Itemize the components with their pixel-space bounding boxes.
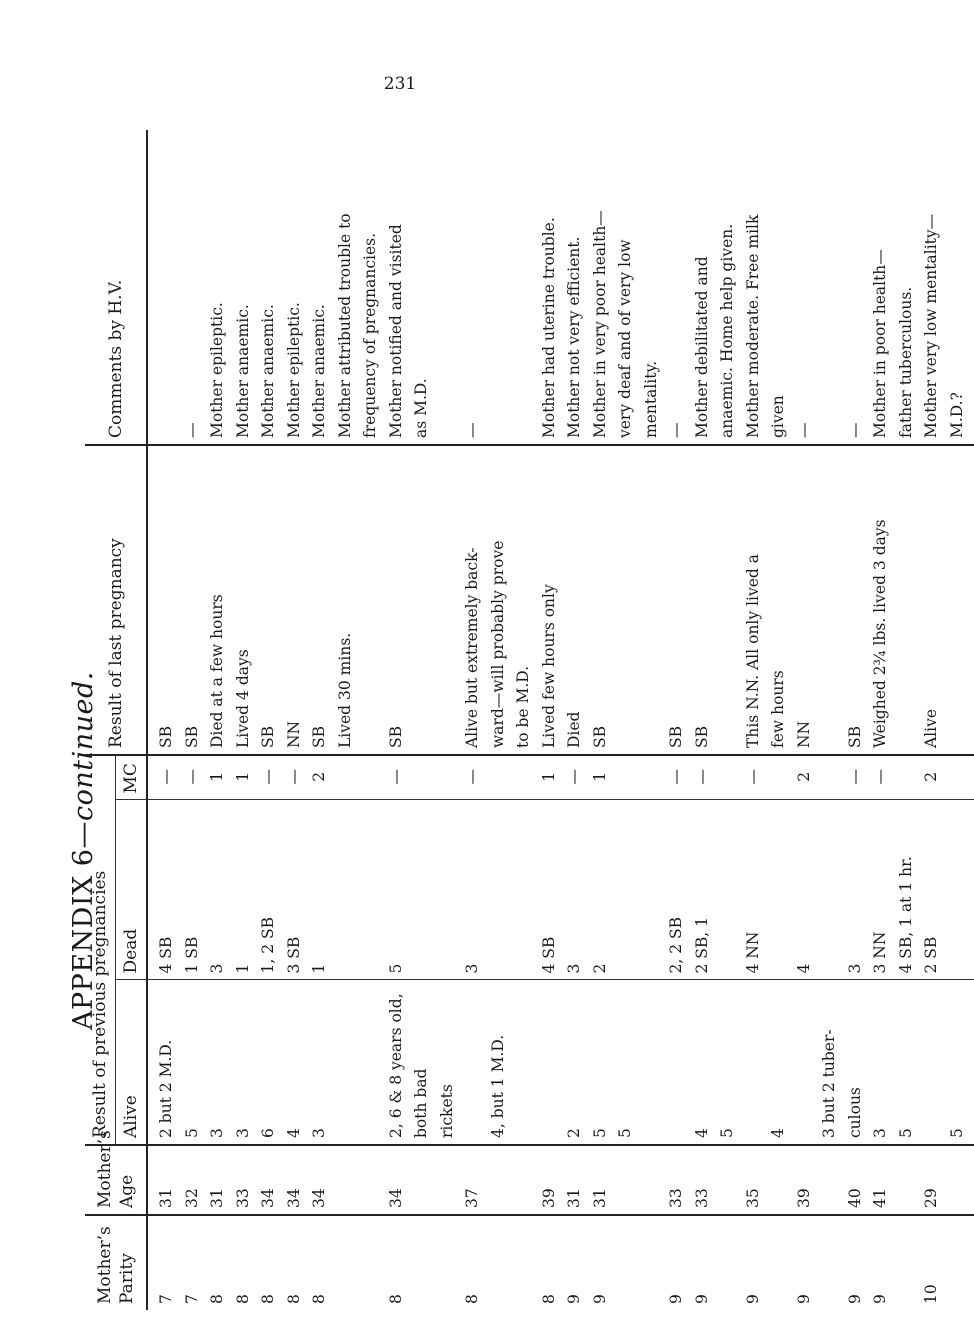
alive-line: 4 [692,1128,711,1138]
header-row-top [85,130,116,1310]
age-line: 34 [259,1188,277,1208]
dead-line: 3 [845,963,864,974]
age-line: 32 [182,1188,201,1208]
last-line: Lived 30 mins. [335,632,354,748]
dead-line: 4 SB, 1 at 1 hr. [896,856,915,974]
dead-line [715,805,741,974]
dead-line: 2 SB [922,936,940,974]
rotated-table-container [85,130,966,1310]
last-line [435,450,461,748]
mc-line: 1 [233,771,252,782]
comments-line [154,134,180,438]
dead-line [766,805,792,974]
age-line [435,1150,461,1208]
alive-line: 6 [259,1128,277,1138]
dead-line [333,805,359,974]
page-number: 231 [383,74,417,94]
parity-line: 9 [692,1294,711,1304]
age-line: 33 [667,1188,685,1208]
comments-line: Mother notified and visited [386,224,405,438]
comments-line: Mother in poor health— [871,249,889,438]
last-line: SB [590,725,609,748]
last-line [358,450,384,748]
alive-line: 5 [718,1128,736,1138]
alive-line: 2 but 2 M.D. [157,1039,175,1138]
alive-line [537,985,563,1139]
mc-line: — [871,769,889,785]
parity-line: 9 [590,1294,609,1304]
age-line [333,1150,359,1208]
comments-line: Mother debilitated and [692,256,711,438]
mc-line: — [692,769,711,785]
alive-line [639,985,665,1139]
age-cell [147,1145,974,1215]
age-line [358,1150,384,1208]
age-line: 34 [284,1188,303,1208]
alive-line: 2, 6 & 8 years old, both bad [386,993,430,1138]
age-line [817,1150,843,1208]
dead-line: 3 NN [871,931,889,974]
comments-line: Mother attributed trouble to [335,213,354,438]
last-line: to be M.D. [514,665,532,748]
mc-line: 1 [539,771,558,782]
last-line: Lived few hours only [539,584,558,748]
parity-line: 9 [565,1294,583,1304]
dead-line: 4 [794,963,813,974]
comments-line: as M.D. [412,378,430,438]
comments-line: — [667,422,685,438]
last-line: SB [310,725,328,748]
last-line [409,450,435,748]
age-line: 37 [463,1188,481,1208]
last-line: Alive but extremely back- [463,547,481,748]
age-line: 33 [233,1188,252,1208]
last-line: SB [386,725,405,748]
parity-line: 8 [310,1294,328,1304]
age-line: 34 [386,1188,405,1208]
mc-line: — [259,769,277,785]
parity-line: 8 [539,1294,558,1304]
comments-line: very deaf and of very low [616,239,634,438]
appendix-title-main: APPENDIX 6— [68,821,99,1030]
last-line [639,450,665,748]
dead-line [817,805,843,974]
comments-line [435,134,461,438]
dead-line: 3 SB [284,936,303,974]
last-line [817,450,843,748]
age-line [894,1150,920,1208]
alive-line: 4 [769,1128,787,1138]
mc-line: — [182,769,201,785]
last-line: SB [259,725,277,748]
dead-line: 5 [386,963,405,974]
last-line: Lived 4 days [233,649,252,748]
mc-line [511,760,537,794]
alive-line: 5 [896,1128,915,1138]
last-line: few hours [769,670,787,748]
last-line: SB [667,725,685,748]
mc-line [766,760,792,794]
last-line: Weighed 2¾ lbs. lived 3 days [871,519,889,748]
parity-line [639,1220,665,1304]
mc-line: — [565,769,583,785]
parity-line: 8 [233,1294,252,1304]
dead-line [511,805,537,974]
mc-line: — [667,769,685,785]
comments-line: — [463,422,481,438]
parity-line: 9 [743,1294,762,1304]
last-line: SB [157,725,175,748]
alive-line: rickets [437,1084,456,1138]
header-last-pregnancy: Result of last pregnancy [85,445,147,755]
age-line: 35 [743,1188,762,1208]
mc-cell [147,755,974,800]
alive-line: 3 [208,1128,226,1138]
comments-line [511,134,537,438]
last-line: Died [565,711,583,748]
header-parity: Mother’s Parity [85,1215,147,1310]
parity-line [817,1220,843,1304]
comments-line: Mother anaemic. [233,304,252,438]
last-line: This N.N. All only lived a [743,553,762,748]
header-previous-pregnancies: Result of previous pregnancies [85,755,116,1145]
mc-line [715,760,741,794]
dead-line: 1, 2 SB [259,916,277,974]
comments-line: — [794,422,813,438]
dead-line: 3 [463,963,481,974]
parity-line: 9 [845,1294,864,1304]
comments-line: Mother had uterine trouble. [539,217,558,438]
comments-line: Mother epileptic. [284,302,303,438]
parity-line: 7 [157,1294,175,1304]
comments-line [817,134,843,438]
parity-cell [147,1215,974,1310]
age-line: 31 [208,1188,226,1208]
mc-line: — [157,769,175,785]
mc-line: 2 [794,771,813,782]
header-dead: Dead [116,800,148,980]
mc-line [613,760,639,794]
last-line: SB [692,725,711,748]
mc-line [639,760,665,794]
mc-line: — [284,769,303,785]
parity-line: 10 [922,1284,940,1304]
age-line [766,1150,792,1208]
alive-line: 5 [616,1128,634,1138]
comments-line: Mother epileptic. [208,302,226,438]
alive-line [741,985,767,1139]
alive-line [919,985,945,1139]
age-line [511,1150,537,1208]
alive-cell [147,980,974,1145]
dead-line: 1 [233,963,252,974]
parity-line: 8 [386,1294,405,1304]
dead-line [435,805,461,974]
mc-line: 2 [922,771,940,782]
comments-cell [147,130,974,445]
age-line [409,1150,435,1208]
alive-line: 4, but 1 M.D. [488,1034,507,1138]
mc-line: 1 [208,771,226,782]
comments-line: given [769,395,787,438]
header-age: Mother’s Age [85,1145,147,1215]
last-line [715,450,741,748]
mc-line [409,760,435,794]
header-alive: Alive [116,980,148,1145]
mc-line: — [845,769,864,785]
comments-line: anaemic. Home help given. [718,223,736,438]
dead-line: 3 [208,963,226,974]
mc-line [358,760,384,794]
comments-line: — [845,422,864,438]
alive-line [511,985,537,1139]
age-line [715,1150,741,1208]
parity-line: 7 [182,1294,201,1304]
parity-line [894,1220,920,1304]
last-line: NN [284,720,303,748]
last-line: Died at a few hours [208,594,226,748]
dead-line: 1 [310,963,328,974]
parity-line: 9 [794,1294,813,1304]
comments-line: M.D.? [947,392,966,438]
parity-line: 8 [284,1294,303,1304]
last-line: SB [845,725,864,748]
dead-line: 2, 2 SB [667,916,685,974]
comments-line: Mother anaemic. [310,304,328,438]
alive-line: 5 [947,1128,966,1138]
dead-line: 4 SB [539,936,558,974]
dead-cell [147,800,974,980]
parity-line [486,1220,512,1304]
dead-line: 4 SB [157,936,175,974]
dead-line [409,805,435,974]
age-line: 31 [565,1188,583,1208]
alive-line: 5 [182,1128,201,1138]
parity-line [511,1220,537,1304]
alive-line: 4 [284,1128,303,1138]
comments-line: Mother in very poor health— [590,210,609,438]
parity-line [409,1220,435,1304]
header-mc: MC [116,755,148,800]
table-row [147,130,974,1310]
mc-line [333,760,359,794]
parity-line: 9 [667,1294,685,1304]
last-line: SB [182,725,201,748]
dead-line: 3 [565,963,583,974]
header-comments: Comments by H.V. [85,130,147,445]
comments-line: frequency of pregnancies. [361,232,379,438]
age-line: 39 [539,1188,558,1208]
parity-line: 8 [208,1294,226,1304]
mc-line: 2 [310,771,328,782]
last-line: NN [794,720,813,748]
mc-line: 1 [590,771,609,782]
parity-line [715,1220,741,1304]
comments-line: father tuberculous. [896,286,915,438]
mc-line [894,760,920,794]
age-line: 31 [590,1188,609,1208]
age-line: 41 [871,1188,889,1208]
comments-line: mentality. [641,360,660,438]
alive-line: 5 [590,1128,609,1138]
parity-line: 8 [259,1294,277,1304]
comments-line: Mother very low mentality— [922,213,940,438]
last-line: Alive [922,708,940,748]
age-line: 34 [310,1188,328,1208]
parity-line [333,1220,359,1304]
alive-line [460,985,486,1139]
appendix-title-suffix: continued. [68,671,99,822]
mc-line: — [463,769,481,785]
parity-line [613,1220,639,1304]
comments-line: Mother not very efficient. [565,236,583,438]
comments-line: Mother moderate. Free milk [743,214,762,438]
dead-line: 2 SB, 1 [692,916,711,974]
mc-line [435,760,461,794]
dead-line: 1 SB [182,936,201,974]
last-line: ward—will probably prove [488,540,507,748]
mc-line [817,760,843,794]
alive-line: 2 [565,1128,583,1138]
comments-line: Mother anaemic. [259,304,277,438]
mc-line: — [386,769,405,785]
age-line: 29 [922,1188,940,1208]
dead-line [613,805,639,974]
age-line: 39 [794,1188,813,1208]
dead-line [358,805,384,974]
pregnancy-results-table [85,130,974,1310]
dead-line [486,805,512,974]
age-line: 33 [692,1188,711,1208]
last-line [613,450,639,748]
last-line [894,450,920,748]
parity-line: 8 [463,1294,481,1304]
alive-line: 3 [871,1128,889,1138]
comments-line: — [182,422,201,438]
last-pregnancy-cell [147,445,974,755]
mc-line [486,760,512,794]
parity-line: 9 [871,1294,889,1304]
parity-line [435,1220,461,1304]
alive-line: 3 [233,1128,252,1138]
alive-line: 3 but 2 tuber- [820,1029,838,1138]
age-line: 31 [157,1188,175,1208]
dead-line: 4 NN [743,931,762,974]
age-line [486,1150,512,1208]
alive-line [664,985,690,1139]
comments-line [486,134,512,438]
alive-line: culous [845,1087,864,1138]
parity-line [358,1220,384,1304]
alive-line [792,985,818,1139]
parity-line [766,1220,792,1304]
alive-line [358,985,384,1139]
age-line [613,1150,639,1208]
alive-line: 3 [310,1128,328,1138]
alive-line [333,985,359,1139]
age-line [639,1150,665,1208]
age-line: 40 [845,1188,864,1208]
mc-line: — [743,769,762,785]
dead-line: 2 [590,963,609,974]
dead-line [639,805,665,974]
